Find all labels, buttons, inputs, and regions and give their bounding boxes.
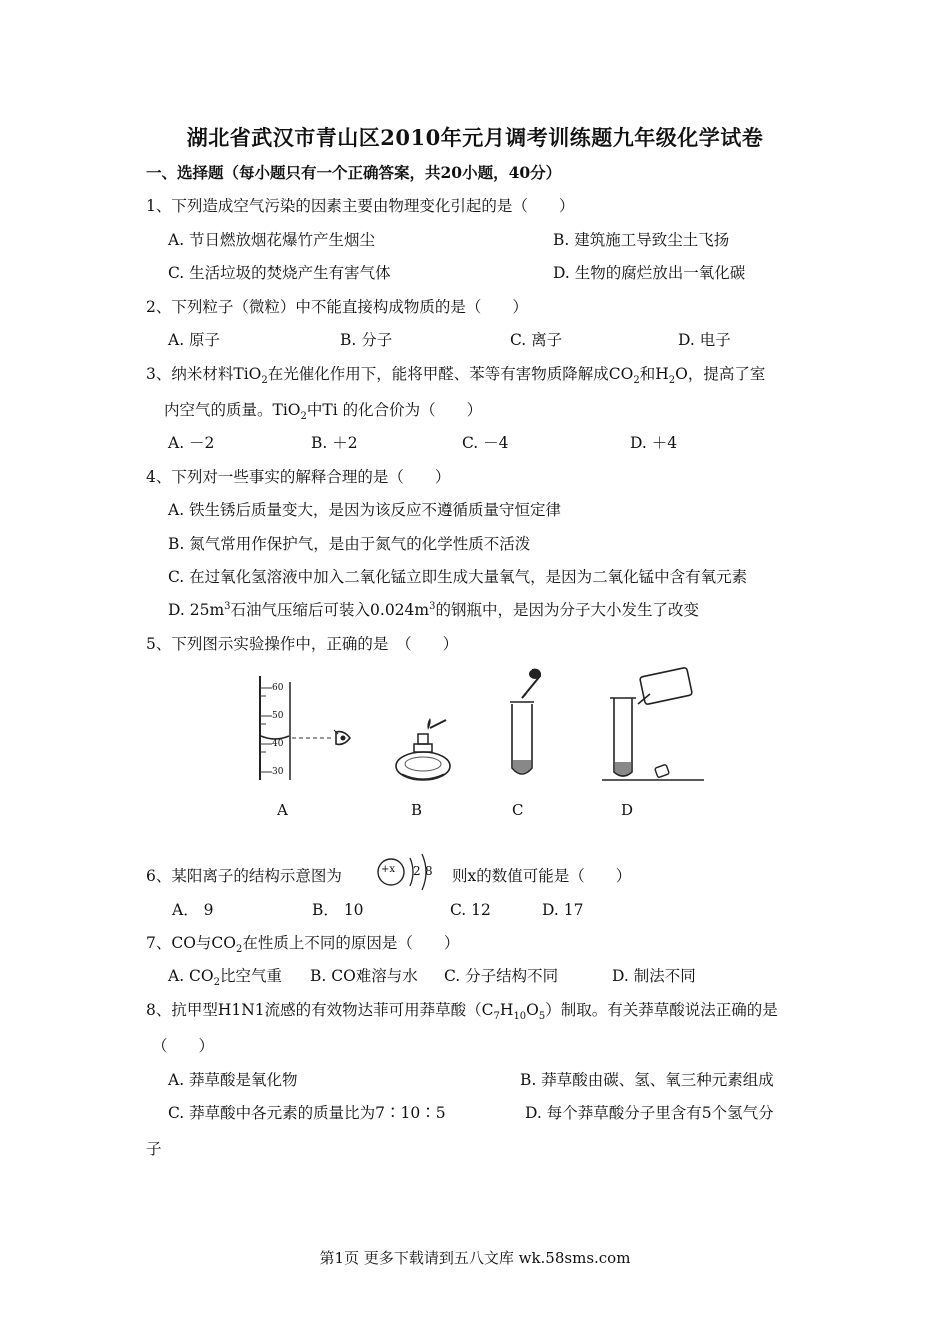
question-4-option-b: B. 氮气常用作保护气，是由于氮气的化学性质不活泼	[168, 535, 531, 553]
question-7-option-b: B. CO难溶与水	[310, 967, 418, 985]
question-8-option-d-continued: 子	[146, 1140, 162, 1158]
ion-nucleus-charge: +x	[381, 864, 396, 875]
figure-a-cylinder	[252, 672, 362, 784]
question-1-option-d: D. 生物的腐烂放出一氧化碳	[553, 264, 746, 282]
question-6-option-d: D. 17	[542, 901, 584, 919]
figure-label-b: B	[411, 801, 423, 819]
question-1-option-a: A. 节日燃放烟花爆竹产生烟尘	[168, 231, 376, 249]
section-heading: 一、选择题（每小题只有一个正确答案，共20小题，40分）	[146, 163, 562, 182]
question-4-stem: 4、下列对一些事实的解释合理的是（ ）	[146, 468, 451, 486]
question-2-option-a: A. 原子	[168, 331, 221, 349]
figure-d-pouring-liquid	[600, 664, 710, 784]
question-2-option-c: C. 离子	[510, 331, 563, 349]
question-3-option-a: A. －2	[168, 434, 215, 452]
question-3-stem-line2: 内空气的质量。TiO$_2$中Ti 的化合价为（ ）	[164, 401, 483, 423]
question-2-stem: 2、下列粒子（微粒）中不能直接构成物质的是（ ）	[146, 298, 528, 316]
question-6-option-b: B． 10	[312, 901, 364, 919]
question-8-option-b: B. 莽草酸由碳、氢、氧三种元素组成	[520, 1071, 774, 1089]
figure-label-d: D	[621, 801, 634, 819]
figure-label-a: A	[277, 801, 288, 819]
question-7-option-c: C. 分子结构不同	[444, 967, 559, 985]
question-8-answer-paren: （ ）	[152, 1037, 215, 1055]
question-1-stem: 1、下列造成空气污染的因素主要由物理变化引起的是（ ）	[146, 197, 575, 215]
question-1-option-b: B. 建筑施工导致尘土飞扬	[553, 231, 730, 249]
figure-a-tick-40: 40	[272, 739, 284, 749]
question-7-stem: 7、CO与$CO_2$在性质上不同的原因是（ ）	[146, 934, 460, 956]
figure-a-tick-30: 30	[272, 767, 284, 777]
page-title: 湖北省武汉市青山区2010年元月调考训练题九年级化学试卷	[186, 125, 764, 150]
question-3-option-b: B. ＋2	[311, 434, 358, 452]
question-8-stem: 8、抗甲型H1N1流感的有效物达菲可用莽草酸$(C_7H_{10}O_5)$制取。有关莽草酸说法正确的是	[146, 1001, 778, 1023]
figure-c-test-tube-dropper	[500, 668, 560, 782]
question-3-option-d: D. ＋4	[630, 434, 678, 452]
question-3-option-c: C. －4	[462, 434, 509, 452]
question-8-option-d: D. 每个莽草酸分子里含有5个氢气分	[525, 1104, 774, 1122]
question-7-option-a: A. $CO_2$比空气重	[168, 967, 283, 989]
ion-shell-1: 2	[413, 864, 421, 878]
question-4-option-c: C. 在过氧化氢溶液中加入二氧化锰立即生成大量氧气，是因为二氧化锰中含有氧元素	[168, 568, 748, 586]
figure-a-tick-60: 60	[272, 683, 284, 693]
ion-shell-2: 8	[425, 864, 433, 878]
question-3-stem-line1: 3、纳米材料TiO$_2$在光催化作用下，能将甲醛、苯等有害物质降解成$CO_2$和$H_2O$，提高了室	[146, 365, 766, 387]
figure-a-tick-50: 50	[272, 711, 284, 721]
question-7-option-d: D. 制法不同	[612, 967, 696, 985]
question-2-option-b: B. 分子	[340, 331, 393, 349]
question-5-stem: 5、下列图示实验操作中，正确的是 （ ）	[146, 635, 459, 653]
figure-b-alcohol-lamp	[388, 718, 458, 786]
question-4-option-a: A. 铁生锈后质量变大，是因为该反应不遵循质量守恒定律	[168, 501, 562, 519]
question-8-option-c: C. 莽草酸中各元素的质量比为7∶10∶5	[168, 1104, 446, 1122]
figure-label-c: C	[512, 801, 524, 819]
page-footer: 第1页 更多下载请到五八文库 wk.58sms.com	[319, 1249, 631, 1267]
question-6-stem-b: 则x的数值可能是（ ）	[452, 867, 632, 885]
question-6-option-c: C. 12	[450, 901, 491, 919]
question-8-option-a: A. 莽草酸是氧化物	[168, 1071, 298, 1089]
question-4-option-d: D. $25m^3$石油气压缩后可装入$0.024m^3$的钢瓶中，是因为分子大小发生了改变	[168, 600, 699, 619]
question-1-option-c: C. 生活垃圾的焚烧产生有害气体	[168, 264, 391, 282]
question-6-stem-a: 6、某阳离子的结构示意图为	[146, 867, 342, 885]
question-6-option-a: A． 9	[172, 901, 214, 919]
question-2-option-d: D. 电子	[678, 331, 731, 349]
